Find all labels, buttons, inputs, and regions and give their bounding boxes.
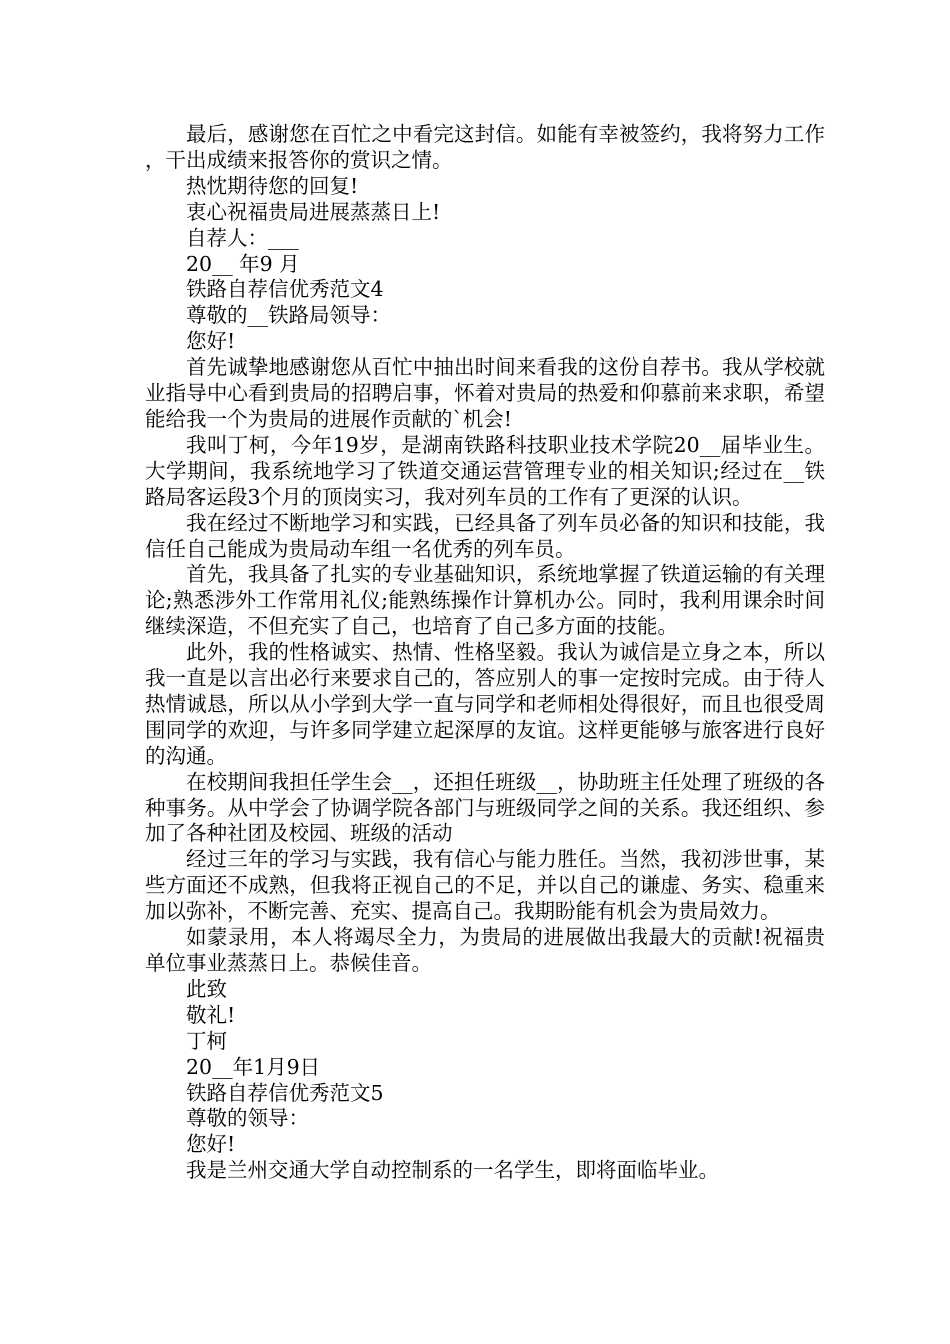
body-paragraph: 如蒙录用，本人将竭尽全力，为贵局的进展做出我最大的贡献!祝福贵单位事业蒸蒸日上。恭候佳音。	[145, 925, 825, 975]
body-paragraph: 首先，我具备了扎实的专业基础知识，系统地掌握了铁道运输的有关理论;熟悉涉外工作常用礼仪;能熟练操作计算机办公。同时，我利用课余时间继续深造，不但充实了自己，也培育了自己多方面的技能。	[145, 562, 825, 639]
closing-line: 此致	[186, 976, 227, 1001]
body-paragraph: 我在经过不断地学习和实践，已经具备了列车员必备的知识和技能，我信任自己能成为贵局动车组一名优秀的列车员。	[145, 510, 825, 561]
salutation-line: 尊敬的领导：	[186, 1106, 309, 1131]
section-title: 铁路自荐信优秀范文5	[186, 1080, 384, 1105]
body-paragraph: 在校期间我担任学生会__，还担任班级__，协助班主任处理了班级的各种事务。从中学会了协调学院各部门与班级同学之间的关系。我还组织、参加了各种社团及校园、班级的活动	[145, 769, 825, 846]
body-paragraph: 经过三年的学习与实践，我有信心与能力胜任。当然，我初涉世事，某些方面还不成熟，但我将正视自己的不足，并以自己的谦虚、务实、稳重来加以弥补，不断完善、充实、提高自己。我期盼能有机会为贵局效力。	[145, 847, 825, 924]
greeting-line: 您好!	[186, 329, 236, 354]
reply-expectation-line: 热忱期待您的回复!	[186, 173, 359, 198]
closing-paragraph: 最后，感谢您在百忙之中看完这封信。如能有幸被签约，我将努力工作，干出成绩来报答你的赏识之情。	[145, 122, 825, 172]
salute-line: 敬礼!	[186, 1002, 236, 1027]
salutation-line: 尊敬的__铁路局领导：	[186, 303, 391, 328]
body-paragraph: 我叫丁柯，今年19岁，是湖南铁路科技职业技术学院20__届毕业生。大学期间，我系统地学习了铁道交通运营管理专业的相关知识;经过在__铁路局客运段3个月的顶岗实习，我对列车员的工作有了更深的认识。	[145, 432, 825, 509]
body-paragraph: 此外，我的性格诚实、热情、性格坚毅。我认为诚信是立身之本，所以我一直是以言出必行来要求自己的，答应别人的事一定按时完成。由于待人热情诚恳，所以从小学到大学一直与同学和老师相处得很好，而且也很受周围同学的欢迎，与许多同学建立起深厚的友谊。这样更能够与旅客进行良好的沟通。	[145, 640, 825, 768]
blessing-line: 衷心祝福贵局进展蒸蒸日上!	[186, 199, 441, 224]
signature-line: 自荐人：___	[186, 225, 299, 250]
signature-line: 丁柯	[186, 1028, 227, 1053]
body-paragraph: 首先诚挚地感谢您从百忙中抽出时间来看我的这份自荐书。我从学校就业指导中心看到贵局的招聘启事，怀着对贵局的热爱和仰慕前来求职，希望能给我一个为贵局的进展作贡献的`机会!	[145, 355, 825, 431]
section-title: 铁路自荐信优秀范文4	[186, 277, 384, 302]
greeting-line: 您好!	[186, 1132, 236, 1157]
letter-body	[145, 122, 825, 1184]
date-line: 20__ 年9 月	[186, 251, 300, 276]
body-line: 我是兰州交通大学自动控制系的一名学生，即将面临毕业。	[186, 1158, 719, 1183]
date-line: 20__年1月9日	[186, 1054, 321, 1079]
